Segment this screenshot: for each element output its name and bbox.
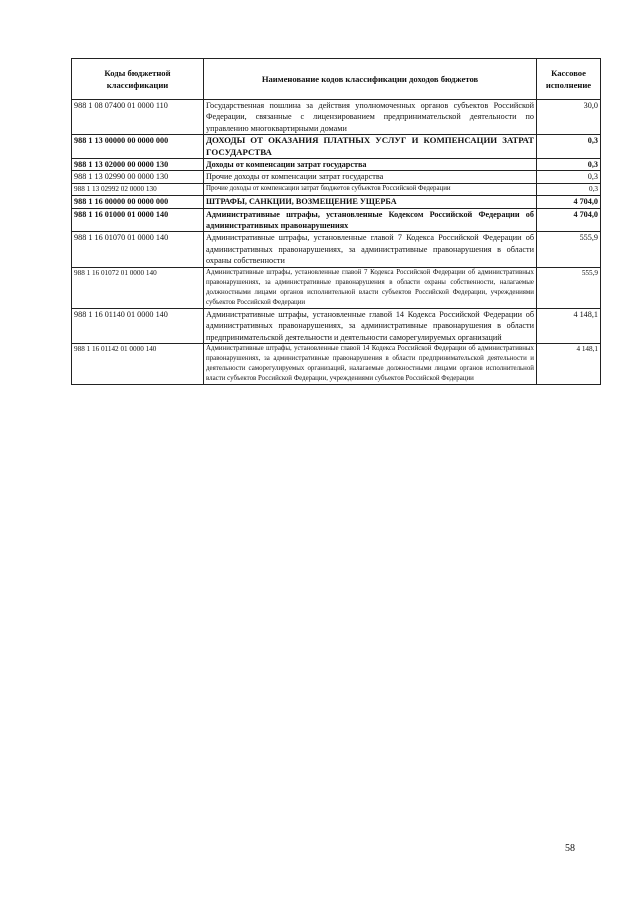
- amount-cell: 0,3: [537, 183, 601, 195]
- amount-cell: 4 704,0: [537, 196, 601, 208]
- name-cell: Административные штрафы, установленные главой 7 Кодекса Российской Федерации об административных правонарушениях, за административные правонарушения в области охраны собственности: [204, 232, 537, 267]
- amount-cell: 0,3: [537, 171, 601, 183]
- amount-cell: 4 704,0: [537, 208, 601, 232]
- code-cell: 988 1 16 00000 00 0000 000: [72, 196, 204, 208]
- amount-cell: 4 148,1: [537, 343, 601, 384]
- header-name: Наименование кодов классификации доходов бюджетов: [204, 59, 537, 100]
- table-row: [72, 308, 601, 343]
- name-cell: ДОХОДЫ ОТ ОКАЗАНИЯ ПЛАТНЫХ УСЛУГ И КОМПЕНСАЦИИ ЗАТРАТ ГОСУДАРСТВА: [204, 135, 537, 159]
- table-row: [72, 232, 601, 267]
- code-cell: 988 1 16 01142 01 0000 140: [72, 343, 204, 384]
- amount-cell: 30,0: [537, 100, 601, 135]
- name-cell: Прочие доходы от компенсации затрат бюджетов субъектов Российской Федерации: [204, 183, 537, 195]
- name-cell: Административные штрафы, установленные главой 14 Кодекса Российской Федерации об административных правонарушениях, за административные правонарушения в области предпринимательской деятельности и деятельности саморегулируемых организаций, налагаемые должностными лицами органов исполнительной власти субъектов Российской Федерации, учреждениями субъектов Российской Федерации: [204, 343, 537, 384]
- table-row: [72, 208, 601, 232]
- table-body: [72, 100, 601, 385]
- code-cell: 988 1 13 02990 00 0000 130: [72, 171, 204, 183]
- page-number: 58: [565, 843, 575, 854]
- name-cell: Прочие доходы от компенсации затрат государства: [204, 171, 537, 183]
- name-cell: Доходы от компенсации затрат государства: [204, 159, 537, 171]
- code-cell: 988 1 16 01000 01 0000 140: [72, 208, 204, 232]
- name-cell: Административные штрафы, установленные Кодексом Российской Федерации об административных правонарушениях: [204, 208, 537, 232]
- code-cell: 988 1 13 00000 00 0000 000: [72, 135, 204, 159]
- table-row: [72, 135, 601, 159]
- budget-revenue-table: [71, 58, 601, 385]
- table-header-row: [72, 59, 601, 100]
- code-cell: 988 1 16 01140 01 0000 140: [72, 308, 204, 343]
- amount-cell: 555,9: [537, 232, 601, 267]
- code-cell: 988 1 13 02992 02 0000 130: [72, 183, 204, 195]
- name-cell: ШТРАФЫ, САНКЦИИ, ВОЗМЕЩЕНИЕ УЩЕРБА: [204, 196, 537, 208]
- name-cell: Административные штрафы, установленные главой 14 Кодекса Российской Федерации об административных правонарушениях, за административные правонарушения в области предпринимательской деятельности и деятельности саморегулируемых организаций: [204, 308, 537, 343]
- table-row: [72, 196, 601, 208]
- header-amount: Кассовое исполнение: [537, 59, 601, 100]
- table-row: [72, 159, 601, 171]
- table-row: [72, 267, 601, 308]
- amount-cell: 0,3: [537, 135, 601, 159]
- header-code: Коды бюджетной классификации: [72, 59, 204, 100]
- name-cell: Государственная пошлина за действия уполномоченных органов субъектов Российской Федерации, связанные с лицензированием предпринимательской деятельности по управлению многоквартирными домами: [204, 100, 537, 135]
- table-row: [72, 171, 601, 183]
- table-row: [72, 100, 601, 135]
- code-cell: 988 1 16 01070 01 0000 140: [72, 232, 204, 267]
- table-row: [72, 183, 601, 195]
- code-cell: 988 1 13 02000 00 0000 130: [72, 159, 204, 171]
- code-cell: 988 1 08 07400 01 0000 110: [72, 100, 204, 135]
- amount-cell: 0,3: [537, 159, 601, 171]
- amount-cell: 555,9: [537, 267, 601, 308]
- code-cell: 988 1 16 01072 01 0000 140: [72, 267, 204, 308]
- name-cell: Административные штрафы, установленные главой 7 Кодекса Российской Федерации об административных правонарушениях, за административные правонарушения в области охраны собственности, налагаемые должностными лицами органов исполнительной власти субъектов Российской Федерации, учреждениями субъектов Российской Федерации: [204, 267, 537, 308]
- table-row: [72, 343, 601, 384]
- amount-cell: 4 148,1: [537, 308, 601, 343]
